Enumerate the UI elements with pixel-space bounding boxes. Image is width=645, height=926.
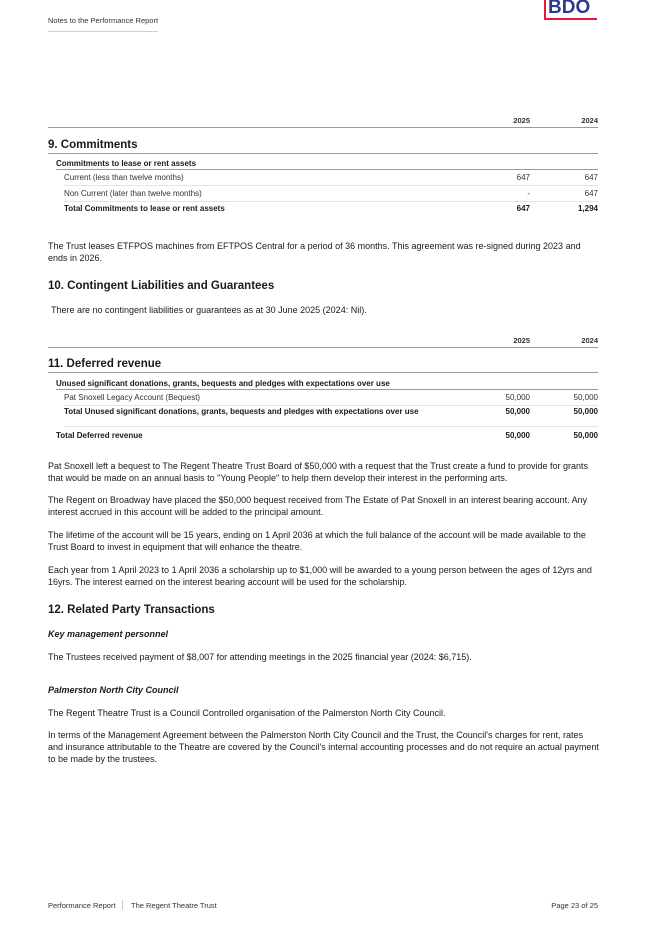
- council-text: In terms of the Management Agreement between the Palmerston North City Council and the Trust, the Council's charges for rent, rates and insurance attributable to the Theatre are covered by the Council's internal accounting processes and do not require an actual payment to be made by the trustees.: [48, 730, 599, 764]
- row-label: Current (less than twelve months): [64, 173, 184, 182]
- logo-accent-vertical: [544, 0, 546, 20]
- table-row: [64, 391, 598, 406]
- subtotal-value-2025: 50,000: [505, 407, 530, 416]
- contingent-text: There are no contingent liabilities or guarantees as at 30 June 2025 (2024: Nil).: [51, 305, 367, 315]
- footer-report-name: Performance Report: [48, 901, 116, 910]
- year-header-commitments: [48, 116, 598, 128]
- footer-separator: [122, 900, 123, 910]
- year-header-deferred: [48, 336, 598, 348]
- table-total-row: [56, 429, 598, 444]
- row-value-2025: -: [527, 189, 530, 198]
- section-title-related-party: 12. Related Party Transactions: [48, 604, 215, 616]
- subheading-council: Palmerston North City Council: [48, 685, 179, 695]
- row-value-2025: 50,000: [505, 393, 530, 402]
- subtotal-label: Total Unused significant donations, grants, bequests and pledges with expectations over use: [64, 407, 419, 416]
- row-label: Non Current (later than twelve months): [64, 189, 202, 198]
- page-number: Page 23 of 25: [551, 901, 598, 910]
- subheading-lease-commitments: Commitments to lease or rent assets: [56, 159, 598, 170]
- subtotal-value-2024: 50,000: [573, 407, 598, 416]
- council-text: The Regent Theatre Trust is a Council Controlled organisation of the Palmerston North City Council.: [48, 708, 446, 718]
- row-value-2024: 647: [584, 173, 598, 182]
- deferred-paragraph: The lifetime of the account will be 15 years, ending on 1 April 2036 at which the full balance of the account will be made available to the Trust Board to invest in equipment that will enhance the theatre.: [48, 530, 586, 552]
- section-title-commitments: 9. Commitments: [48, 139, 598, 154]
- total-value-2024: 50,000: [573, 431, 598, 440]
- table-row: [64, 171, 598, 186]
- table-total-row: [64, 202, 598, 217]
- page-header-title: Notes to the Performance Report: [48, 16, 159, 25]
- row-value-2024: 647: [584, 189, 598, 198]
- year-2025-header: 2025: [513, 116, 530, 125]
- kmp-text: The Trustees received payment of $8,007 for attending meetings in the 2025 financial year (2024: $6,715).: [48, 652, 472, 662]
- footer-organisation: The Regent Theatre Trust: [131, 901, 217, 910]
- row-value-2024: 50,000: [573, 393, 598, 402]
- logo-text: BDO: [548, 0, 591, 18]
- year-2024-header: 2024: [581, 336, 598, 345]
- subheading-key-management: Key management personnel: [48, 629, 169, 639]
- bdo-logo: [543, 0, 598, 22]
- row-value-2025: 647: [516, 173, 530, 182]
- year-2024-header: 2024: [581, 116, 598, 125]
- row-label: Pat Snoxell Legacy Account (Bequest): [64, 393, 201, 402]
- total-label: Total Deferred revenue: [56, 431, 143, 440]
- section-title-contingent: 10. Contingent Liabilities and Guarantees: [48, 280, 275, 292]
- section-title-deferred: 11. Deferred revenue: [48, 358, 598, 373]
- deferred-paragraph: Pat Snoxell left a bequest to The Regent Theatre Trust Board of $50,000 with a request that the Trust create a fund to provide for grants that would be made on an annual basis to "Young People" to help them develop their interest in the performing arts.: [48, 461, 588, 483]
- total-value-2025: 50,000: [505, 431, 530, 440]
- deferred-paragraph: Each year from 1 April 2023 to 1 April 2036 a scholarship up to $1,000 will be awarded to a young person between the ages of 12yrs and 16yrs. The interest earned on the interest bearing account will be used for the scholarship.: [48, 565, 592, 587]
- commitments-note: The Trust leases ETFPOS machines from EFTPOS Central for a period of 36 months. This agreement was re-signed during 2023 and ends in 2026.: [48, 241, 581, 263]
- total-value-2025: 647: [516, 204, 530, 213]
- deferred-paragraph: The Regent on Broadway have placed the $50,000 bequest received from The Estate of Pat Snoxell in an interest bearing account. Any interest accrued in this account will be added to the principal amount.: [48, 495, 588, 517]
- table-subtotal-row: [64, 405, 598, 427]
- total-label: Total Commitments to lease or rent assets: [64, 204, 225, 213]
- table-row: [64, 187, 598, 202]
- year-2025-header: 2025: [513, 336, 530, 345]
- header-divider: [48, 31, 158, 32]
- total-value-2024: 1,294: [577, 204, 598, 213]
- subheading-unused-donations: Unused significant donations, grants, bequests and pledges with expectations over use: [56, 379, 598, 390]
